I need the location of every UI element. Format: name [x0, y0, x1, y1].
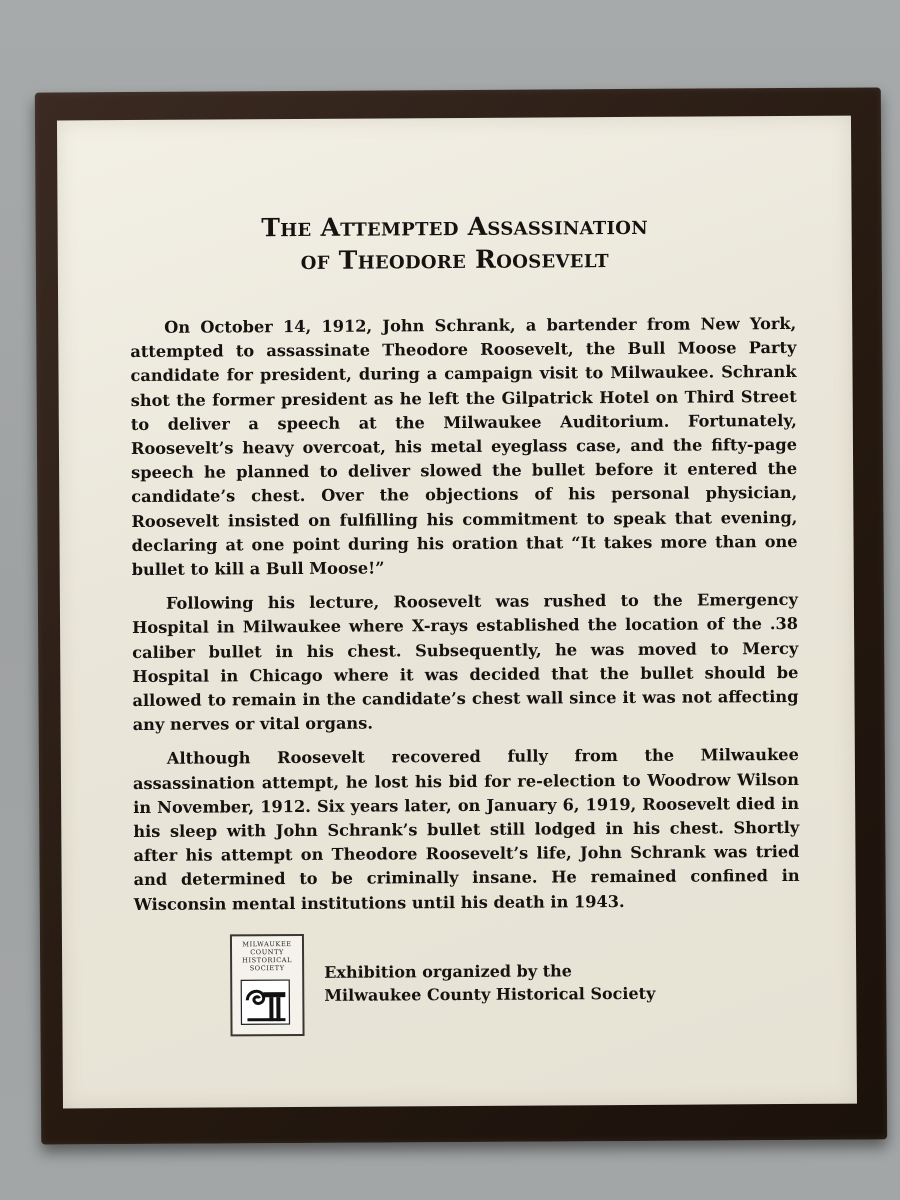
exhibition-credit [324, 959, 655, 1007]
paragraph-1: On October 14, 1912, John Schrank, a bartender from New York, attempted to assassinate Theodore Roosevelt, the Bull Moose Party candidate for president, during a campaign visit to Milwaukee. Schrank shot the former president as he left the Gilpatrick Hotel on Third Street to deliver a speech at the Milwaukee Auditorium. Fortunately, Roosevelt’s heavy overcoat, his metal eyeglass case, and the fifty-page speech he planned to deliver slowed the bullet before it entered the candidate’s chest. Over the objections of his personal physician, Roosevelt insisted on fulfilling his commitment to speak that evening, declaring at one point during his oration that “It takes more than one bullet to kill a Bull Moose!” [130, 313, 798, 580]
wood-plaque [35, 87, 887, 1144]
logo-text: MILWAUKEE COUNTY HISTORICAL SOCIETY [242, 940, 293, 973]
credit-line-2: Milwaukee County Historical Society [324, 983, 656, 1005]
paragraph-2: Following his lecture, Roosevelt was rushed to the Emergency Hospital in Milwaukee where X-rays established the location of the .38 caliber bullet in his chest. Subsequently, he was moved to Mercy Hospital in Chicago where it was decided that the bullet should be allowed to remain in the candidate’s chest wall since it was not affecting any nerves or vital organs. [132, 590, 799, 735]
plaque-body [130, 312, 800, 927]
title-line-1: The Attempted Assassination [261, 210, 649, 243]
historical-society-logo [230, 934, 305, 1036]
plaque-panel [57, 116, 857, 1109]
title-line-2: of Theodore Roosevelt [300, 244, 610, 275]
paragraph-3: Although Roosevelt recovered fully from the Milwaukee assassination attempt, he lost his bid for re-election to Woodrow Wilson in November, 1912. Six years later, on January 6, 1919, Roosevelt died in his sleep with John Schrank’s bullet still lodged in his chest. Shortly after his attempt on Theodore Roosevelt’s life, John Schrank was tried and determined to be criminally insane. He remained confined in Wisconsin mental institutions until his death in 1943. [132, 745, 800, 914]
ionic-column-icon [239, 978, 291, 1026]
credit-line-1: Exhibition organized by the [324, 961, 572, 982]
plaque-title [58, 208, 852, 279]
